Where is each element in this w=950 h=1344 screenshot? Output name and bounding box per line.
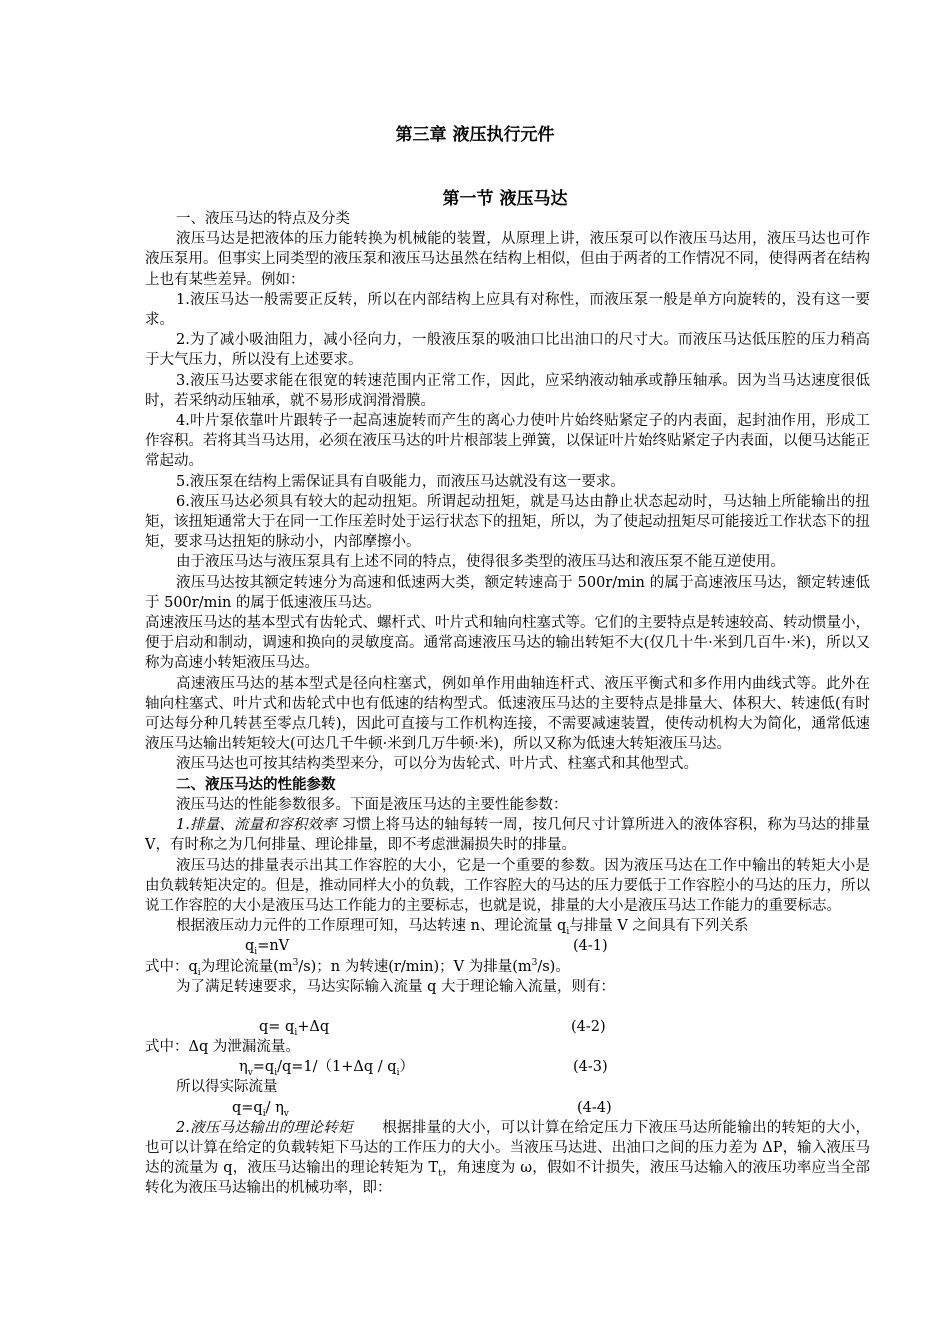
subscript: i (262, 1108, 266, 1119)
list-item: 1.液压马达一般需要正反转，所以在内部结构上应具有对称性，而液压泵一般是单方向旋转的，没有这一要求。 (145, 291, 870, 329)
paragraph-intro: 液压马达是把液体的压力能转换为机械能的装置，从原理上讲，液压泵可以作液压马达用，液压马达也可作液压泵用。但事实上同类型的液压泵和液压马达虽然在结构上相似，但由于两者的工作情况不同，使得两者在结构上也有某些差异。例如： (145, 231, 870, 288)
text: 为理论流量(m (200, 958, 293, 975)
list-item: 5.液压泵在结构上需保证具有自吸能力，而液压马达就没有这一要求。 (176, 473, 625, 490)
text: q= q (259, 1018, 295, 1035)
subscript: i (294, 1027, 298, 1038)
item-text: 习惯上将马达的轴每转一周，按几何尺寸计算所进入的液体容积，称为马达的排量 V，有时称之为几何排量、理论排量，即不考虑泄漏损失时的排量。 (145, 817, 870, 854)
list-item: 2.为了减小吸油阻力，减小径向力，一般液压泵的吸油口比出油口的尺寸大。而液压马达低压腔的压力稍高于大气压力，所以没有上述要求。 (145, 332, 870, 369)
text: 与排量 V 之间具有下列关系 (569, 918, 749, 935)
subscript: i (566, 927, 570, 937)
heading-features: 一、液压马达的特点及分类 (176, 211, 350, 227)
equation-body (259, 1017, 329, 1037)
equation-number: (4-1) (573, 938, 608, 955)
subscript: i (274, 1068, 278, 1079)
subscript: v (247, 1068, 253, 1079)
paragraph-relation (145, 916, 870, 936)
item-label: 2.液压马达输出的理论转矩 (176, 1119, 353, 1136)
equation-4-1 (145, 936, 870, 956)
subscript: i (254, 947, 258, 958)
paragraph-low-speed: 高速液压马达的基本型式是径向柱塞式，例如单作用曲轴连杆式、液压平衡式和多作用内曲线式等。此外在轴向柱塞式、叶片式和齿轮式中也有低速的结构型式。低速液压马达的主要特点是排量大、体积大、转速低(有时可达每分种几转甚至零点几转)，因此可直接与工作机构连接，不需要减速装置，使传动机构大为简化，通常低速液压马达输出转矩较大(可达几千牛顿·米到几万牛顿·米)，所以又称为低速大转矩液压马达。 (145, 675, 870, 753)
text: +Δq (297, 1018, 330, 1035)
list-item: 4.叶片泵依靠叶片跟转子一起高速旋转而产生的离心力使叶片始终贴紧定子的内表面，起封油作用，形成工作容积。若将其当马达用，必须在液压马达的叶片根部装上弹簧，以保证叶片始终贴紧定子内表面，以便马达能正常起动。 (145, 413, 870, 470)
text: q (245, 938, 255, 955)
superscript: 3 (292, 957, 299, 968)
equation-body (232, 1098, 289, 1118)
paragraph-actual-flow: 为了满足转速要求，马达实际输入流量 q 大于理论输入流量，则有： (176, 978, 615, 995)
paragraph-displacement-def (145, 815, 870, 855)
text: q=q (232, 1099, 263, 1116)
equation-body (239, 1057, 414, 1077)
list-item: 6.液压马达必须具有较大的起动扭矩。所谓起动扭矩，就是马达由静止状态起动时，马达轴上所能输出的扭矩，该扭矩通常大于在同一工作压差时处于运行状态下的扭矩，所以，为了使起动扭矩尽可能接近工作状态下的扭矩，要求马达扭矩的脉动小，内部摩擦小。 (145, 493, 870, 551)
equation-4-2 (145, 1017, 870, 1037)
text: 根据液压动力元件的工作原理可知，马达转速 n、理论流量 q (176, 918, 567, 935)
equation-number: (4-2) (571, 1018, 606, 1035)
paragraph-so: 所以得实际流量 (176, 1079, 278, 1096)
paragraph-where-1 (145, 957, 870, 977)
text: η (239, 1059, 248, 1076)
paragraph-performance: 液压马达的性能参数很多。下面是液压马达的主要性能参数： (176, 796, 568, 813)
equation-4-4 (145, 1098, 870, 1118)
paragraph-high-speed: 高速液压马达的基本型式有齿轮式、螺杆式、叶片式和轴向柱塞式等。它们的主要特点是转速较高、转动惯量小，便于启动和制动，调速和换向的灵敏度高。通常高速液压马达的输出转矩不大(仅几十牛·米到几百牛·米)，所以又称为高速小转矩液压马达。 (145, 615, 870, 672)
text: =nV (257, 938, 290, 955)
text: ，角速度为 ω，假如不计损失，液压马达输入的液压功率应当全部转化为液压马达输出的机械功率，即： (145, 1160, 871, 1197)
equation-body (245, 936, 289, 956)
equation-number: (4-3) (573, 1059, 608, 1076)
equation-number: (4-4) (577, 1099, 612, 1116)
subscript: i (396, 1068, 400, 1079)
heading-performance: 二、液压马达的性能参数 (176, 776, 336, 793)
spacer (145, 997, 870, 1017)
item-label: 1.排量、流量和容积效率 (176, 817, 337, 834)
text: /s)；n 为转速(r/min)；V 为排量(m (298, 958, 532, 975)
subscript: i (197, 967, 201, 978)
text: 根据排量的大小，可以计算在给定压力下液压马达所能输出的转矩的大小，也可以计算在给定的负载转矩下马达的工作压力的大小。当液压马达进、出油口之间的压力差为 ΔP，输入液压马达的流量为 q，液压马达输出的理论转矩为 T (145, 1119, 870, 1177)
text: 式中：q (145, 958, 198, 975)
paragraph-structure-types: 液压马达也可按其结构类型来分，可以分为齿轮式、叶片式、柱塞式和其他型式。 (176, 756, 698, 773)
list-item: 3.液压马达要求能在很宽的转速范围内正常工作，因此，应采纳液动轴承或静压轴承。因为当马达速度很低时，若采纳动压轴承，就不易形成润滑滑膜。 (145, 372, 870, 409)
subscript: t (438, 1169, 442, 1180)
subscript: v (283, 1108, 289, 1119)
section-title: 第一节 液压马达 (442, 189, 568, 209)
superscript: 3 (531, 957, 538, 968)
paragraph-classification: 液压马达按其额定转速分为高速和低速两大类，额定转速高于 500r/min 的属于高速液压马达，额定转速低于 500r/min 的属于低速液压马达。 (145, 574, 870, 611)
text: ） (399, 1059, 414, 1076)
text: =q (252, 1059, 275, 1076)
paragraph-theoretical-torque (145, 1118, 870, 1199)
text: /s)。 (537, 958, 570, 975)
text: / η (265, 1099, 284, 1116)
equation-4-3 (145, 1057, 870, 1077)
chapter-title: 第三章 液压执行元件 (395, 125, 555, 145)
paragraph-where-2: 式中：Δq 为泄漏流量。 (145, 1039, 300, 1056)
text: /q=1/（1+Δq / q (277, 1059, 397, 1076)
paragraph-summary: 由于液压马达与液压泵具有上述不同的特点，使得很多类型的液压马达和液压泵不能互逆使用。 (176, 554, 785, 571)
document-body (145, 209, 870, 1199)
paragraph-displacement: 液压马达的排量表示出其工作容腔的大小，它是一个重要的参数。因为液压马达在工作中输出的转矩大小是由负载转矩决定的。但是，推动同样大小的负载，工作容腔大的马达的压力要低于工作容腔小的马达的压力，所以说工作容腔的大小是液压马达工作能力的主要标志，也就是说，排量的大小是液压马达工作能力的重要标志。 (145, 857, 870, 914)
